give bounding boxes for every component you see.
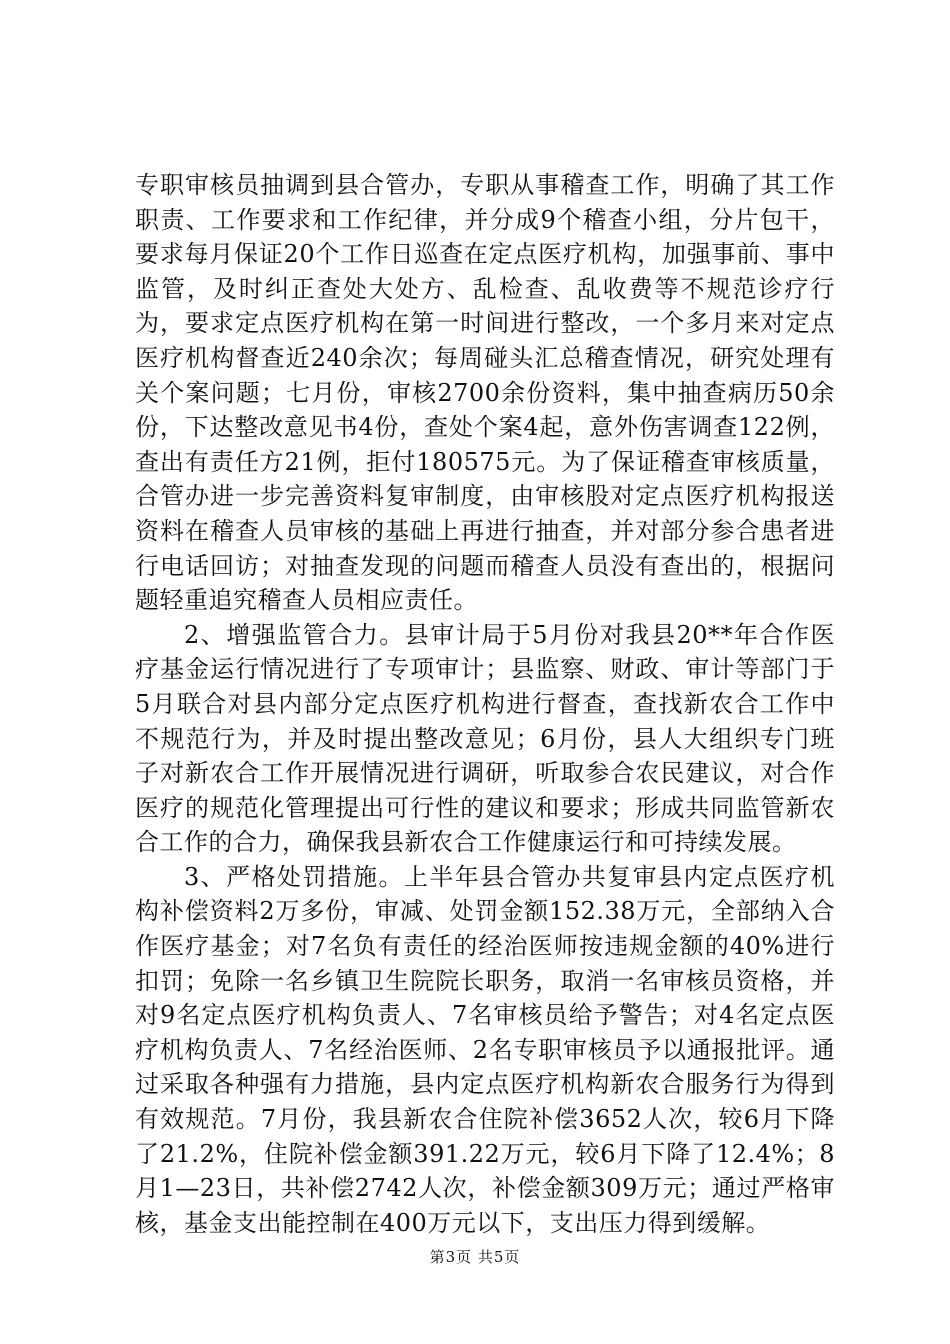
paragraph-penalty-measures: 3、严格处罚措施。上半年县合管办共复审县内定点医疗机构补偿资料2万多份，审减、处罚金额152.38万元，全部纳入合作医疗基金；对7名负有责任的经治医师按违规金额的40%进行扣罚；免除一名乡镇卫生院院长职务，取消一名审核员资格，并对9名定点医疗机构负责人、7名审核员给予警告；对4名定点医疗机构负责人、7名经治医师、2名专职审核员予以通报批评。通过采取各种强有力措施，县内定点医疗机构新农合服务行为得到有效规范。7月份，我县新农合住院补偿3652人次，较6月下降了21.2%，住院补偿金额391.22万元，较6月下降了12.4%；8月1—23日，共补偿2742人次，补偿金额309万元；通过严格审核，基金支出能控制在400万元以下，支出压力得到缓解。: [135, 862, 835, 1237]
document-body: [135, 168, 835, 1240]
paragraph-continuation: 专职审核员抽调到县合管办，专职从事稽查工作，明确了其工作职责、工作要求和工作纪律，并分成9个稽查小组，分片包干，要求每月保证20个工作日巡查在定点医疗机构，加强事前、事中监管，及时纠正查处大处方、乱检查、乱收费等不规范诊疗行为，要求定点医疗机构在第一时间进行整改，一个多月来对定点医疗机构督查近240余次；每周碰头汇总稽查情况，研究处理有关个案问题；七月份，审核2700余份资料，集中抽查病历50余份，下达整改意见书4份，查处个案4起，意外伤害调查122例，查出有责任方21例，拒付180575元。为了保证稽查审核质量，合管办进一步完善资料复审制度，由审核股对定点医疗机构报送资料在稽查人员审核的基础上再进行抽查，并对部分参合患者进行电话回访；对抽查发现的问题而稽查人员没有查出的，根据问题轻重追究稽查人员相应责任。: [135, 171, 835, 615]
paragraph-supervision-synergy: 2、增强监管合力。县审计局于5月份对我县20**年合作医疗基金运行情况进行了专项审计；县监察、财政、审计等部门于5月联合对县内部分定点医疗机构进行督查，查找新农合工作中不规范行为，并及时提出整改意见；6月份，县人大组织专门班子对新农合工作开展情况进行调研，听取参合农民建议，对合作医疗的规范化管理提出可行性的建议和要求；形成共同监管新农合工作的合力，确保我县新农合工作健康运行和可持续发展。: [135, 620, 835, 857]
page-number-footer: 第3页 共5页: [429, 1248, 521, 1266]
